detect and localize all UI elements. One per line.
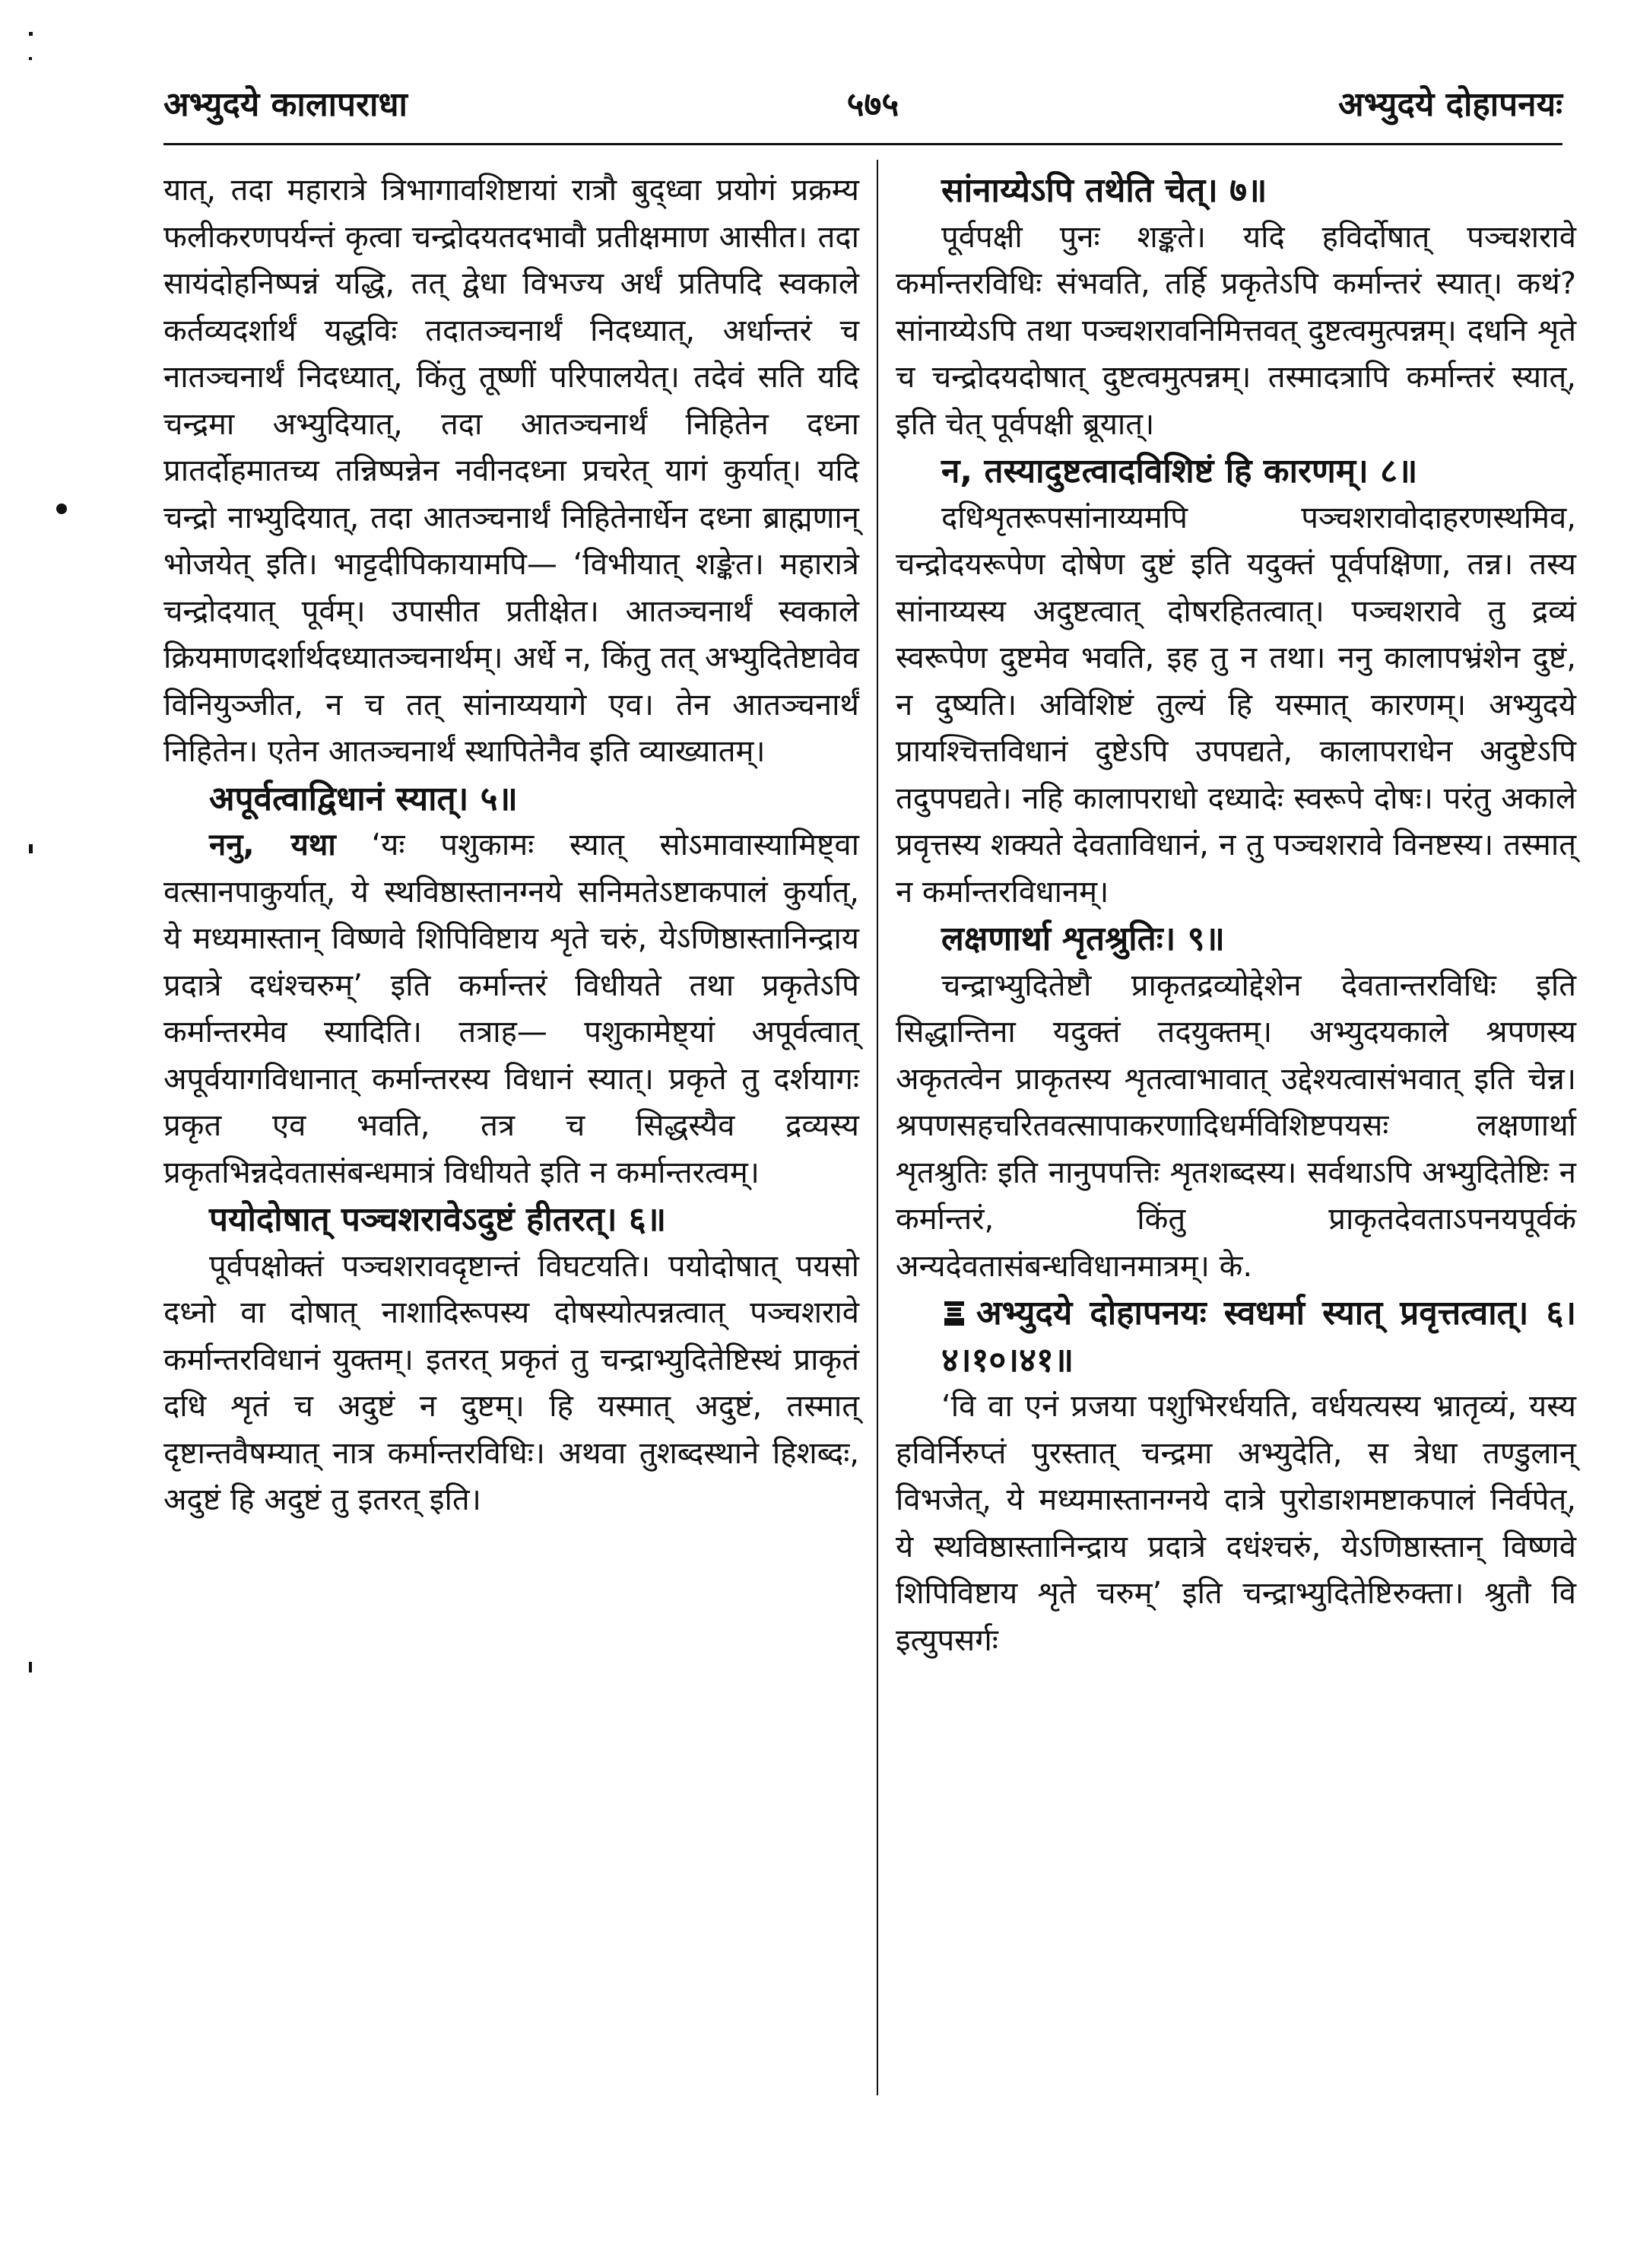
margin-dot	[56, 503, 67, 514]
pointing-hand-icon	[941, 1300, 967, 1327]
page-number: ५७५	[846, 85, 899, 124]
paragraph: यात्, तदा महारात्रे त्रिभागावशिष्टायां रात्रौ बुद्ध्वा प्रयोगं प्रक्रम्य फलीकरणपर्यन्तं कृत्वा चन्द्रोदयतदभावौ प्रतीक्षमाण आसीत। तदा सायंदोहनिष्पन्नं यद्धि, तत् द्वेधा विभज्य अर्धं प्रतिपदि स्वकाले कर्तव्यदर्शार्थं यद्धविः तदातञ्चनार्थं निदध्यात्, अर्धान्तरं च नातञ्चनार्थं निदध्यात्, किंतु तूष्णीं परिपालयेत्। तदेवं सति यदि चन्द्रमा अभ्युदियात्, तदा आतञ्चनार्थं निहितेन दध्ना प्रातर्दोहमातच्य तन्निष्पन्नेन नवीनदध्ना प्रचरेत् यागं कुर्यात्। यदि चन्द्रो नाभ्युदियात्, तदा आतञ्चनार्थं निहितेनार्धेन दध्ना ब्राह्मणान् भोजयेत् इति। भाट्टदीपिकायामपि— ‘विभीयात् शङ्केत। महारात्रे चन्द्रोदयात् पूर्वम्। उपासीत प्रतीक्षेत। आतञ्चनार्थं स्वकाले क्रियमाणदर्शार्थदध्यातञ्चनार्थम्। अर्धे न, किंतु तत् अभ्युदितेष्टावेव विनियुञ्जीत, न च तत् सांनाय्ययागे एव। तेन आतञ्चनार्थं निहितेन। एतेन आतञ्चनार्थं स्थापितेनैव इति व्याख्यातम्।	[163, 173, 859, 769]
header-right-title: अभ्युदये दोहापनयः	[1338, 85, 1562, 124]
margin-mark	[29, 844, 33, 853]
sutra-heading: सांनाय्येऽपि तथेति चेत्। ७॥	[941, 171, 1267, 210]
paragraph: ‘वि वा एनं प्रजया पशुभिरर्धयति, वर्धयत्यस्य भ्रातृव्यं, यस्य हविर्निरुप्तं पुरस्तात् चन्द्रमा अभ्युदेति, स त्रेधा तण्डुलान् विभजेत्, ये मध्यमास्तानग्नये दात्रे पुरोडाशमष्टाकपालं निर्वपेत्, ये स्थविष्ठास्तानिन्द्राय प्रदात्रे दधंश्चरुं, येऽणिष्ठास्तान् विष्णवे शिपिविष्टाय शृते चरुम्’ इति चन्द्राभ्युदितेष्टिरुक्ता। श्रुतौ वि इत्युपसर्गः	[896, 1389, 1576, 1658]
right-column	[896, 167, 1576, 1664]
sutra-heading: न, तस्यादुष्टत्वादविशिष्टं हि कारणम्। ८॥	[941, 452, 1418, 491]
page-header	[163, 76, 1562, 129]
paragraph: पूर्वपक्षी पुनः शङ्कते। यदि हविर्दोषात् पञ्चशरावे कर्मान्तरविधिः संभवति, तर्हि प्रकृतेऽपि कर्मान्तरं स्यात्। कथं? सांनाय्येऽपि तथा पञ्चशरावनिमित्तवत् दुष्टत्वमुत्पन्नम्। दधनि शृते च चन्द्रोदयदोषात् दुष्टत्वमुत्पन्नम्। तस्मादत्रापि कर्मान्तरं स्यात्, इति चेत् पूर्वपक्षी ब्रूयात्।	[896, 219, 1576, 442]
left-column	[163, 167, 859, 1524]
margin-mark	[29, 57, 32, 60]
paragraph: पूर्वपक्षोक्तं पञ्चशरावदृष्टान्तं विघटयति। पयोदोषात् पयसो दध्नो वा दोषात् नाशादिरूपस्य दोषस्योत्पन्नत्वात् पञ्चशरावे कर्मान्तरविधानं युक्तम्। इतरत् प्रकृतं तु चन्द्राभ्युदितेष्टिस्थं प्राकृतं दधि शृतं च अदुष्टं न दुष्टम्। हि यस्मात् अदुष्टं, तस्मात् दृष्टान्तवैषम्यात् नात्र कर्मान्तरविधिः। अथवा तुशब्दस्थाने हिशब्दः, अदुष्टं हि अदुष्टं तु इतरत् इति।	[163, 1248, 859, 1517]
sutra-heading: अपूर्वत्वाद्विधानं स्यात्। ५॥	[209, 779, 518, 818]
sutra-heading: लक्षणार्था शृतश्रुतिः। ९॥	[941, 920, 1225, 958]
sutra-heading	[896, 1290, 1576, 1383]
margin-mark	[29, 1662, 32, 1672]
column-divider	[877, 160, 878, 2095]
paragraph-body: ‘यः पशुकामः स्यात् सोऽमावास्यामिष्ट्वा वत्सानपाकुर्यात्, ये स्थविष्ठास्तानग्नये सनिमतेऽष्टाकपालं कुर्यात्, ये मध्यमास्तान् विष्णवे शिपिविष्टाय शृते चरुं, येऽणिष्ठास्तानिन्द्राय प्रदात्रे दधंश्चरुम्’ इति कर्मान्तरं विधीयते तथा प्रकृतेऽपि कर्मान्तरमेव स्यादिति। तत्राह— पशुकामेष्ट्यां अपूर्वत्वात् अपूर्वयागविधानात् कर्मान्तरस्य विधानं स्यात्। प्रकृते तु दर्शयागः प्रकृत एव भवति, तत्र च सिद्धस्यैव द्रव्यस्य प्रकृतभिन्नदेवतासंबन्धमात्रं विधीयते इति न कर्मान्तरत्वम्।	[163, 827, 859, 1190]
header-rule	[163, 143, 1562, 145]
paragraph: चन्द्राभ्युदितेष्टौ प्राकृतद्रव्योद्देशेन देवतान्तरविधिः इति सिद्धान्तिना यदुक्तं तदयुक्तम्। अभ्युदयकाले श्रपणस्य अकृतत्वेन प्राकृतस्य शृतत्वाभावात् उद्देश्यत्वासंभवात् इति चेन्न। श्रपणसहचरितवत्सापाकरणादिधर्मविशिष्टपयसः लक्षणार्था शृतश्रुतिः इति नानुपपत्तिः शृतशब्दस्य। सर्वथाऽपि अभ्युदितेष्टिः न कर्मान्तरं, किंतु प्राकृतदेवताऽपनयपूर्वकं अन्यदेवतासंबन्धविधानमात्रम्। के.	[896, 967, 1576, 1284]
sutra-text: अभ्युदये दोहापनयः स्वधर्मा स्यात् प्रवृत्तत्वात्। ६।४।१०।४१॥	[941, 1294, 1576, 1380]
paragraph	[163, 822, 859, 1196]
header-left-title: अभ्युदये कालापराधा	[163, 85, 408, 124]
sutra-heading: पयोदोषात् पञ्चशरावेऽदुष्टं हीतरत्। ६॥	[209, 1200, 667, 1239]
paragraph-lead: ननु, यथा	[209, 827, 336, 862]
margin-mark	[29, 32, 33, 36]
paragraph: दधिशृतरूपसांनाय्यमपि पञ्चशरावोदाहरणस्थमिव, चन्द्रोदयरूपेण दोषेण दुष्टं इति यदुक्तं पूर्वपक्षिणा, तन्न। तस्य सांनाय्यस्य अदुष्टत्वात् दोषरहितत्वात्। पञ्चशरावे तु द्रव्यं स्वरूपेण दुष्टमेव भवति, इह तु न तथा। ननु कालापभ्रंशेन दुष्टं, न दुष्यति। अविशिष्टं तुल्यं हि यस्मात् कारणम्। अभ्युदये प्रायश्चित्तविधानं दुष्टेऽपि उपपद्यते, कालापराधेन अदुष्टेऽपि तदुपपद्यते। नहि कालापराधो दध्यादेः स्वरूपे दोषः। परंतु अकाले प्रवृत्तस्य शक्यते देवताविधानं, न तु पञ्चशरावे विनष्टस्य। तस्मात् न कर्मान्तरविधानम्।	[896, 500, 1576, 910]
